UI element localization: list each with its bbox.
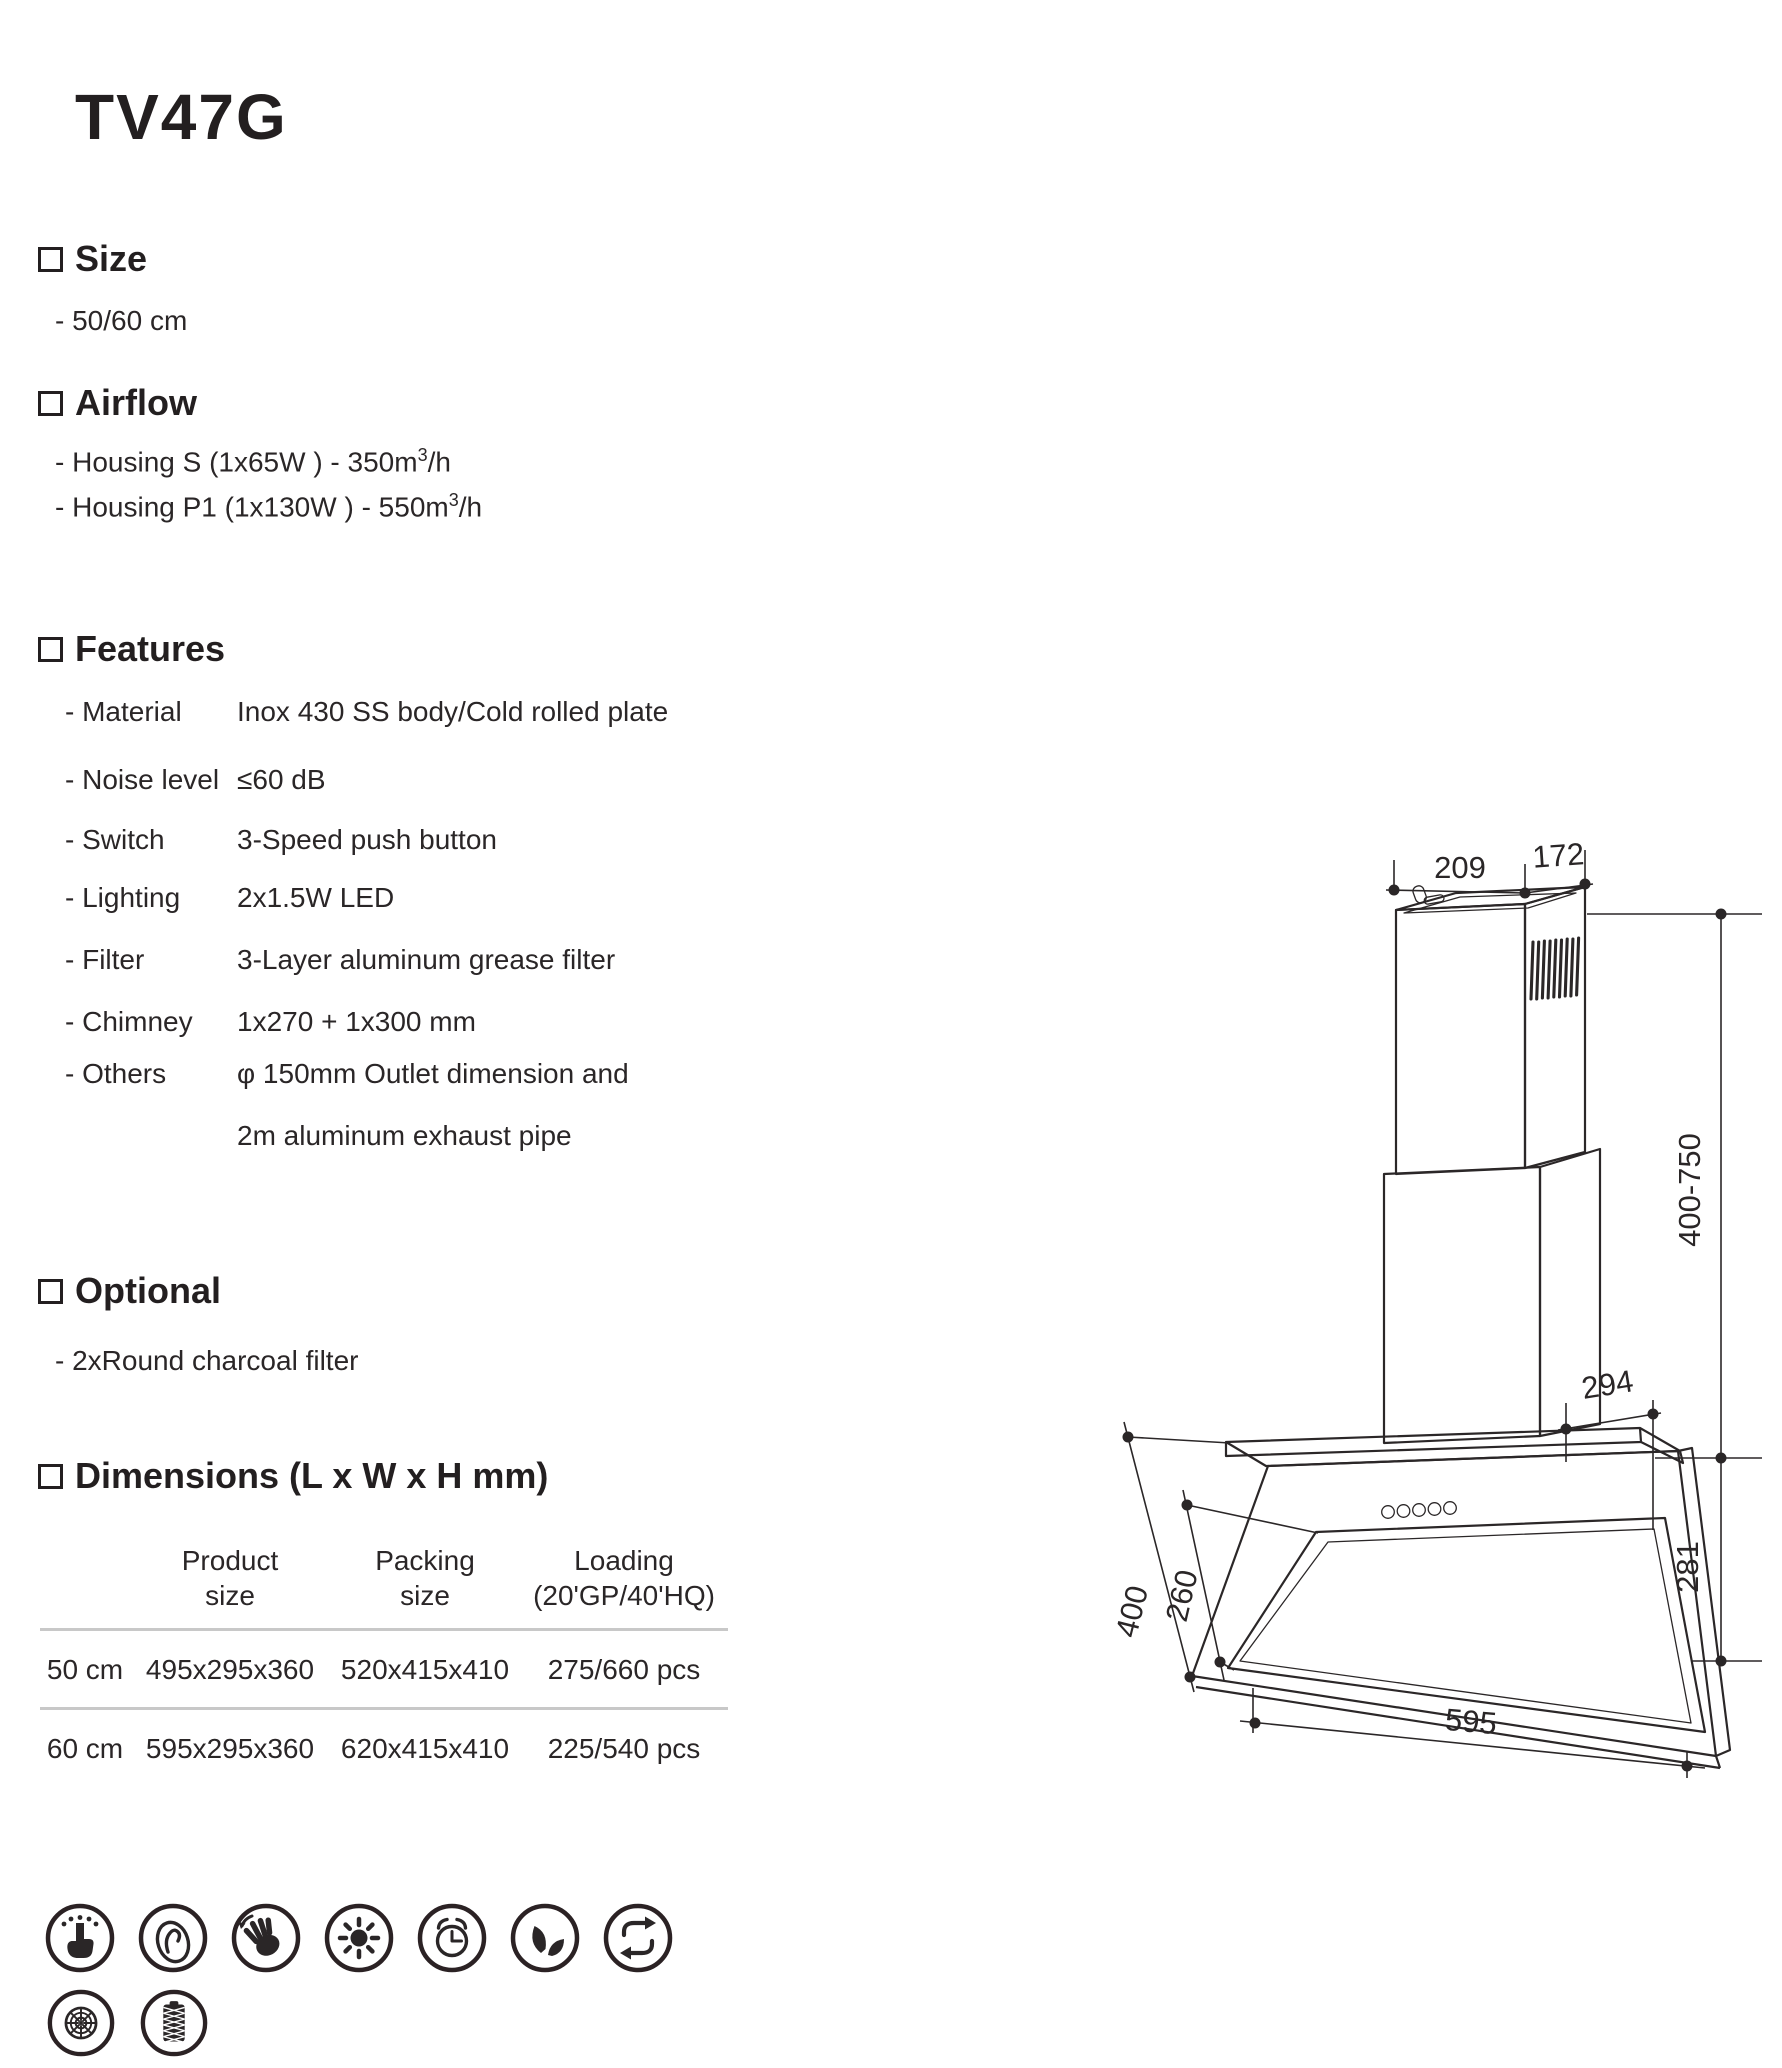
airflow-item-suffix: /h [458,491,483,523]
section-bullet-size [38,247,63,272]
table-header-loading [520,1543,728,1613]
feature-value: φ 150mm Outlet dimension and [237,1058,629,1089]
section-heading-airflow: Airflow [75,382,197,423]
feature-label: - Lighting [65,882,181,913]
row-product: 595x295x360 [145,1732,315,1764]
header-line: Packing [375,1545,475,1576]
section-heading-features: Features [75,628,226,669]
row-packing: 520x415x410 [340,1653,510,1685]
feature-label: - Material [65,696,182,727]
header-line: Loading [574,1545,674,1576]
row-size: 60 cm [46,1732,124,1764]
airflow-item [55,490,482,523]
dimension-lines [1123,850,1763,1778]
row-loading: 275/660 pcs [547,1653,701,1685]
row-loading: 225/540 pcs [547,1732,701,1764]
dim-label-281: 281 [1670,1541,1705,1593]
control-buttons [1382,1502,1457,1519]
dim-label-209: 209 [1434,850,1486,885]
dim-label-595: 595 [1443,1701,1499,1742]
round-aluminum-filter-icon [46,1988,116,2058]
section-heading-optional: Optional [75,1270,221,1311]
outlet-clamp [1412,884,1428,904]
table-row [40,1710,728,1786]
airflow-item-text: - Housing S (1x65W ) - 350m [55,446,418,478]
feature-label: - Switch [65,824,165,855]
feature-label: - Filter [65,944,145,975]
feature-value: 1x270 + 1x300 mm [237,1006,476,1037]
table-header-row [40,1528,728,1631]
size-item: - 50/60 cm [55,305,188,336]
eco-icon [509,1902,581,1974]
vent-grille [1531,938,1579,999]
feature-value: 3-Layer aluminum grease filter [237,944,616,975]
feature-label: - Others [65,1058,167,1089]
header-line: size [400,1580,450,1611]
feature-value-line2: 2m aluminum exhaust pipe [237,1120,572,1151]
section-heading-size: Size [75,238,148,279]
gesture-control-icon [230,1902,302,1974]
row-packing: 620x415x410 [340,1732,510,1764]
dim-label-260: 260 [1158,1566,1205,1625]
hood-top-panel-edge [1226,1428,1641,1456]
dim-label-400-750: 400-750 [1672,1133,1707,1247]
feature-value: 3-Speed push button [237,824,497,855]
section-bullet-features [38,637,63,662]
dimensions-table [40,1528,728,1786]
row-size: 50 cm [46,1653,124,1685]
feature-value: 2x1.5W LED [237,882,395,913]
table-header-packing [330,1543,520,1613]
hood-inner-frame [1228,1518,1705,1732]
row-product: 495x295x360 [145,1653,315,1685]
dim-label-172: 172 [1531,836,1586,875]
technical-drawing [1080,830,1782,1810]
dim-label-294: 294 [1579,1363,1636,1406]
airflow-item [55,445,451,478]
header-line: size [205,1580,255,1611]
hood-glass-side-edge [1678,1448,1730,1756]
feature-value: ≤60 dB [237,764,326,795]
push-button-control-icon [44,1902,116,1974]
timer-icon [416,1902,488,1974]
optional-item: - 2xRound charcoal filter [55,1345,359,1376]
header-line: (20'GP/40'HQ) [533,1580,715,1611]
table-row [40,1631,728,1710]
section-heading-dimensions: Dimensions (L x W x H mm) [75,1455,549,1496]
header-line: Product [181,1545,279,1576]
touch-control-icon [137,1902,209,1974]
charcoal-filter-icon [139,1988,209,2058]
dim-label-400: 400 [1108,1582,1156,1641]
section-bullet-airflow [38,391,63,416]
led-light-icon [323,1902,395,1974]
airflow-item-text: - Housing P1 (1x130W ) - 550m [55,491,449,523]
chimney-lower-front [1384,1167,1540,1443]
airflow-item-suffix: /h [427,446,451,478]
table-header-product [130,1543,330,1613]
airflow-item-sup: 3 [448,490,459,510]
section-bullet-dimensions [38,1464,63,1489]
feature-label: - Chimney [65,1006,193,1037]
chimney-upper-side [1525,887,1585,1168]
page-title: TV47G [75,81,288,153]
airflow-item-sup: 3 [417,445,428,465]
feature-label: - Noise level [65,764,220,795]
feature-value: Inox 430 SS body/Cold rolled plate [237,696,669,727]
section-bullet-optional [38,1279,63,1304]
recirculation-icon [602,1902,674,1974]
chimney-upper-front [1396,904,1525,1174]
